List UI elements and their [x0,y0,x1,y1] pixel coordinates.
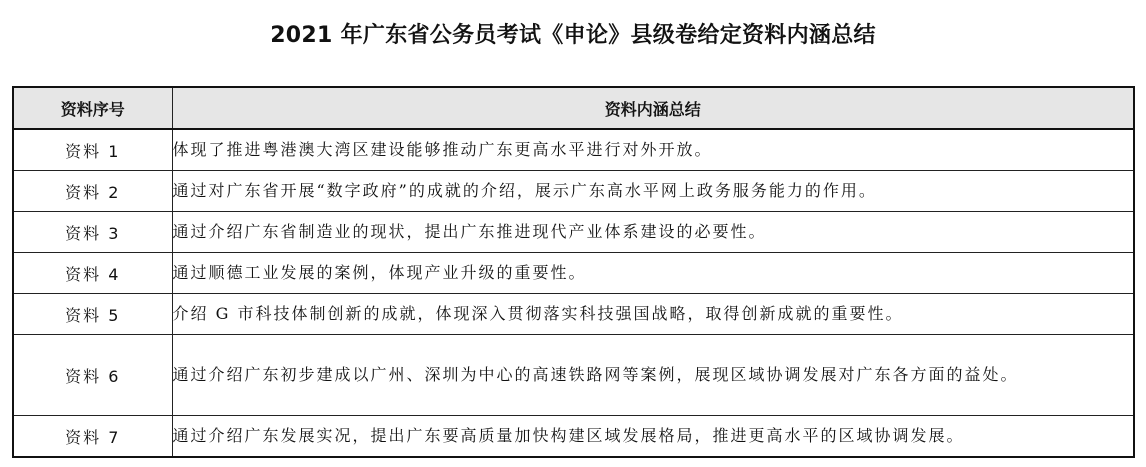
material-summary: 通过介绍广东省制造业的现状，提出广东推进现代产业体系建设的必要性。 [172,212,1134,253]
table-row [13,253,1134,294]
table-row [13,416,1134,458]
header-row [13,87,1134,129]
table-row [13,294,1134,335]
material-id: 资料 2 [13,171,172,212]
table-row [13,335,1134,416]
material-summary: 体现了推进粤港澳大湾区建设能够推动广东更高水平进行对外开放。 [172,129,1134,171]
material-id: 资料 3 [13,212,172,253]
material-id: 资料 1 [13,129,172,171]
material-summary: 通过顺德工业发展的案例，体现产业升级的重要性。 [172,253,1134,294]
table-row [13,171,1134,212]
material-id: 资料 6 [13,335,172,416]
material-summary: 通过介绍广东发展实况，提出广东要高质量加快构建区域发展格局，推进更高水平的区域协调发展。 [172,416,1134,458]
material-summary: 通过对广东省开展“数字政府”的成就的介绍，展示广东高水平网上政务服务能力的作用。 [172,171,1134,212]
material-id: 资料 4 [13,253,172,294]
summary-table [12,86,1135,458]
document-title: 2021 年广东省公务员考试《申论》县级卷给定资料内涵总结 [270,23,876,48]
header-material-number: 资料序号 [13,87,172,129]
table-body [13,129,1134,457]
table-row [13,129,1134,171]
table-row [13,212,1134,253]
header-material-summary: 资料内涵总结 [172,87,1134,129]
table-header [13,87,1134,129]
material-summary: 通过介绍广东初步建成以广州、深圳为中心的高速铁路网等案例，展现区域协调发展对广东各方面的益处。 [172,335,1134,416]
material-summary: 介绍 G 市科技体制创新的成就，体现深入贯彻落实科技强国战略，取得创新成就的重要性。 [172,294,1134,335]
material-id: 资料 7 [13,416,172,458]
material-id: 资料 5 [13,294,172,335]
